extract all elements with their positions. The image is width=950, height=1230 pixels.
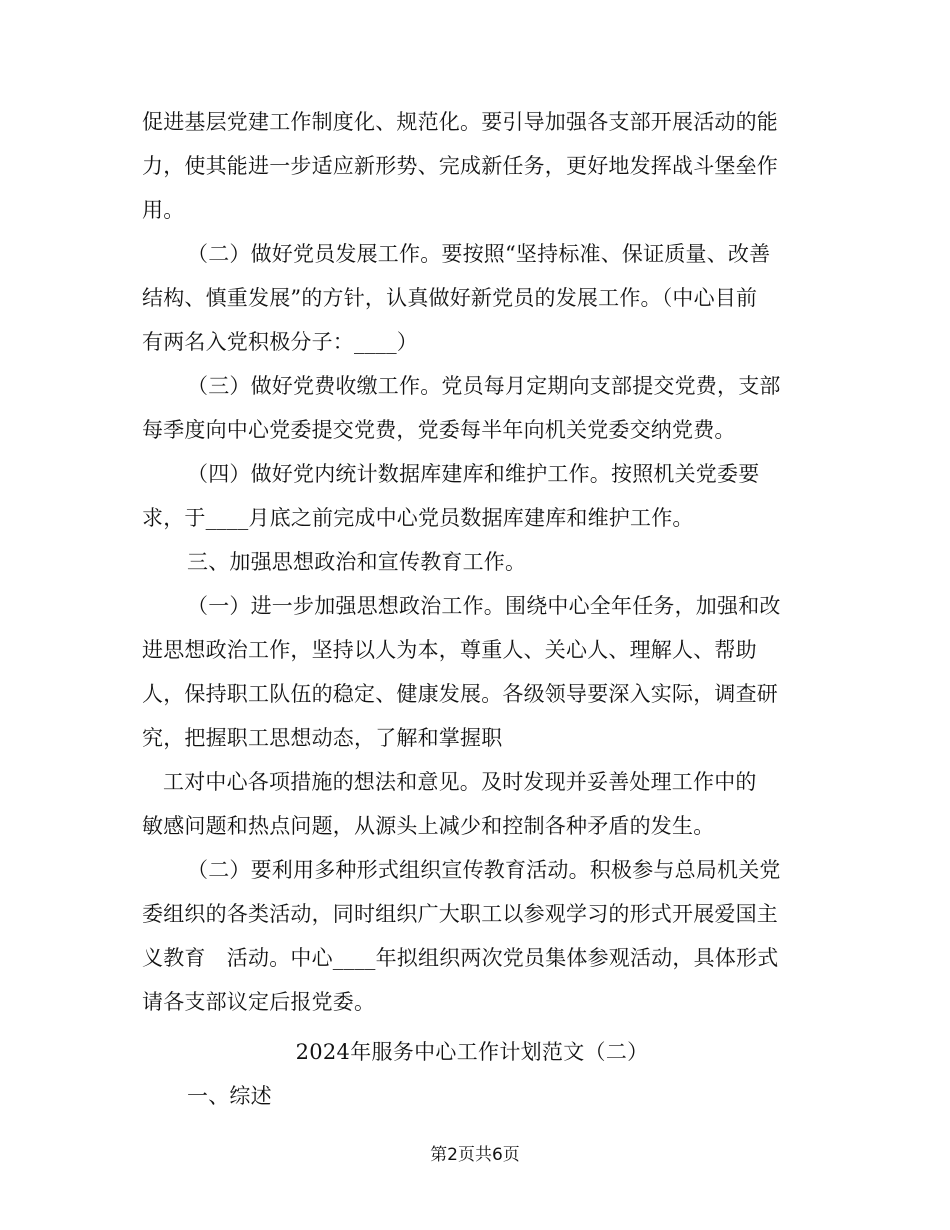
paragraph-line: 义教育 活动。中心____年拟组织两次党员集体参观活动，具体形式 bbox=[142, 946, 779, 970]
paragraph-line: 委组织的各类活动，同时组织广大职工以参观学习的形式开展爱国主 bbox=[142, 902, 778, 926]
paragraph-line: 请各支部议定后报党委。 bbox=[142, 990, 376, 1014]
paragraph-line: （一）进一步加强思想政治工作。围绕中心全年任务，加强和改 bbox=[187, 594, 781, 618]
document-body bbox=[142, 100, 802, 1118]
paragraph-line: 用。 bbox=[142, 198, 185, 222]
paragraph-line: 求，于____月底之前完成中心党员数据库建库和维护工作。 bbox=[142, 506, 694, 530]
paragraph-line: 力，使其能进一步适应新形势、完成新任务，更好地发挥战斗堡垒作 bbox=[142, 154, 778, 178]
paragraph-line: 促进基层党建工作制度化、规范化。要引导加强各支部开展活动的能 bbox=[142, 110, 778, 134]
paragraph-line: 有两名入党积极分子：____） bbox=[142, 330, 418, 354]
paragraph-line: （二）做好党员发展工作。要按照“坚持标准、保证质量、改善 bbox=[187, 242, 771, 266]
page-indicator: 第2页共6页 bbox=[430, 1145, 520, 1165]
section-title: 2024年服务中心工作计划范文（二） bbox=[295, 1040, 649, 1064]
paragraph-line: 每季度向中心党委提交党费，党委每半年向机关党委交纳党费。 bbox=[142, 418, 736, 442]
paragraph-line: 人，保持职工队伍的稳定、健康发展。各级领导要深入实际，调查研 bbox=[142, 682, 778, 706]
paragraph-line: 工对中心各项措施的想法和意见。及时发现并妥善处理工作中的 bbox=[163, 770, 757, 794]
paragraph-line: （二）要利用多种形式组织宣传教育活动。积极参与总局机关党 bbox=[187, 858, 781, 882]
section-heading: 三、加强思想政治和宣传教育工作。 bbox=[187, 550, 527, 574]
section-first-heading: 一、综述 bbox=[187, 1084, 272, 1108]
paragraph-line: 敏感问题和热点问题，从源头上减少和控制各种矛盾的发生。 bbox=[142, 814, 715, 838]
paragraph-line: 结构、慎重发展”的方针，认真做好新党员的发展工作。（中心目前 bbox=[142, 286, 758, 310]
paragraph-line: 进思想政治工作，坚持以人为本，尊重人、关心人、理解人、帮助 bbox=[142, 638, 757, 662]
paragraph-line: （三）做好党费收缴工作。党员每月定期向支部提交党费，支部 bbox=[187, 374, 781, 398]
paragraph-line: 究，把握职工思想动态，了解和掌握职 bbox=[142, 726, 503, 750]
paragraph-line: （四）做好党内统计数据库建库和维护工作。按照机关党委要 bbox=[187, 462, 760, 486]
